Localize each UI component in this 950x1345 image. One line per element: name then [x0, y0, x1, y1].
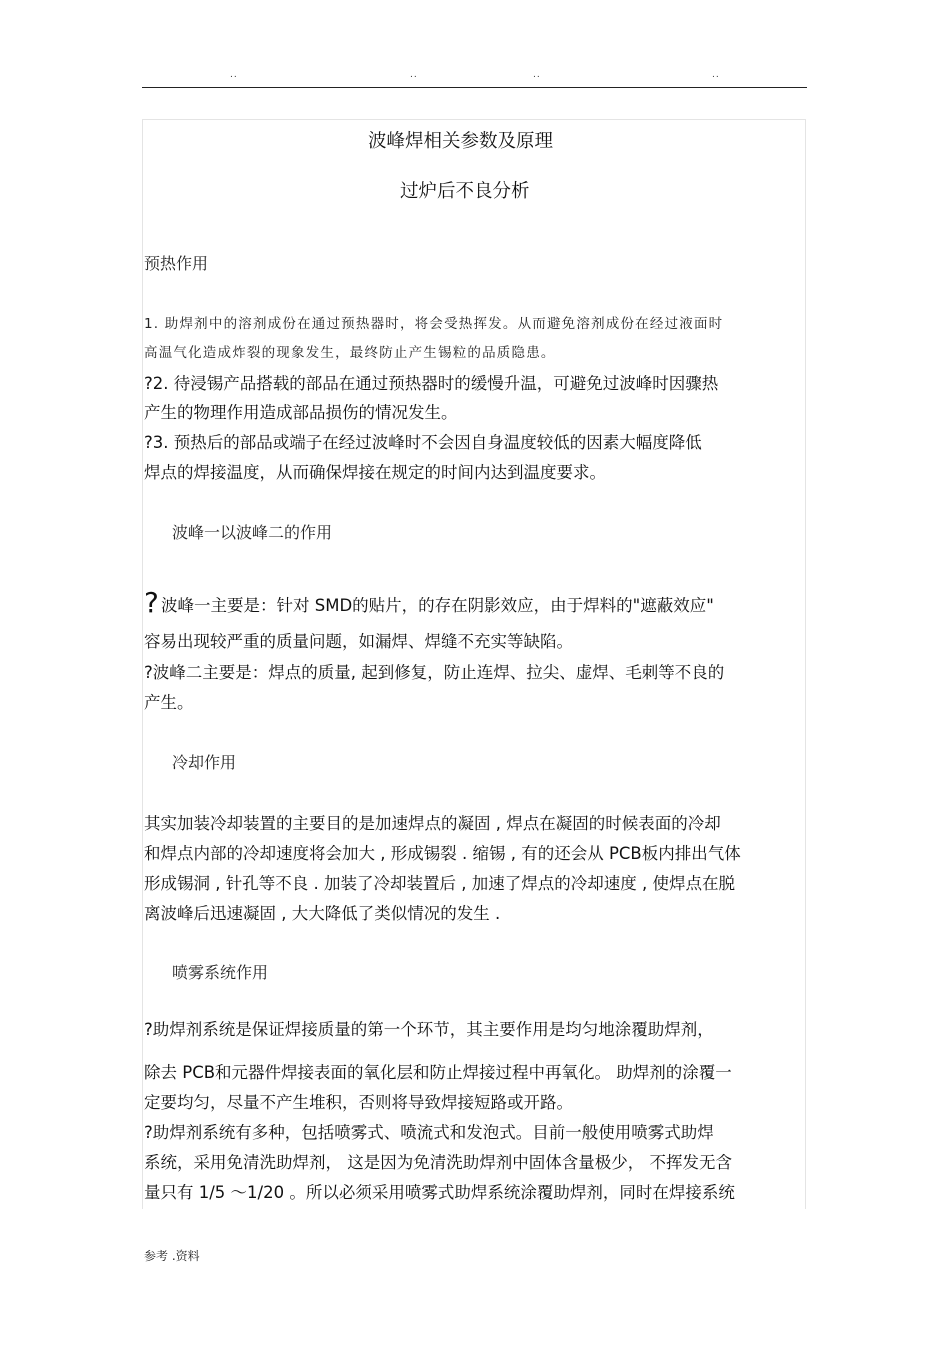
cooling-line1: 其实加装冷却装置的主要目的是加速焊点的凝固 , 焊点在凝固的时候表面的冷却	[144, 814, 721, 833]
cooling-line3: 形成锡洞 , 针孔等不良 . 加装了冷却装置后 , 加速了焊点的冷却速度 , 使焊点在脱	[144, 874, 735, 893]
cooling-line4: 离波峰后迅速凝固 , 大大降低了类似情况的发生 .	[144, 904, 501, 923]
spray-line5: 系统，采用免清洗助焊剂， 这是因为免清洗助焊剂中固体含量极少， 不挥发无含	[144, 1153, 732, 1172]
preheat-item2-line2: 产生的物理作用造成部品损伤的情况发生。	[144, 403, 458, 422]
spray-line1: ?助焊剂系统是保证焊接质量的第一个环节，其主要作用是均匀地涂覆助焊剂，	[144, 1020, 714, 1039]
footer-label: 参考 .资料	[144, 1249, 200, 1263]
section-heading-preheat: 预热作用	[144, 254, 209, 273]
section-heading-spray: 喷雾系统作用	[172, 963, 269, 982]
header-mark: ..	[410, 70, 418, 80]
preheat-item1-line1: 1. 助焊剂中的溶剂成份在通过预热器时，将会受热挥发。从而避免溶剂成份在经过液面时	[144, 316, 724, 332]
wave-item1-line2: 容易出现较严重的质量问题，如漏焊、焊缝不充实等缺陷。	[144, 632, 573, 651]
header-mark: ..	[712, 70, 720, 80]
cooling-line2: 和焊点内部的冷却速度将会加大 , 形成锡裂 . 缩锡 , 有的还会从 PCB板内排出气体	[144, 844, 741, 863]
header-rule	[142, 87, 807, 88]
preheat-item2-line1: ?2. 待浸锡产品搭载的部品在通过预热器时的缓慢升温，可避免过波峰时因骤热	[144, 374, 719, 393]
spray-line3: 定要均匀，尽量不产生堆积，否则将导致焊接短路或开路。	[144, 1093, 573, 1112]
header-mark: ..	[230, 70, 238, 80]
wave-item2-line1: ?波峰二主要是：焊点的质量, 起到修复，防止连焊、拉尖、虚焊、毛刺等不良的	[144, 663, 725, 682]
wave-item1-line1: 波峰一主要是：针对 SMD的贴片，的存在阴影效应，由于焊料的"遮蔽效应"	[161, 596, 714, 615]
spray-line6: 量只有 1/5 ～1/20 。所以必须采用喷雾式助焊系统涂覆助焊剂，同时在焊接系统	[144, 1183, 735, 1202]
wave-item2-line2: 产生。	[144, 693, 194, 712]
question-mark-glyph: ?	[144, 586, 159, 619]
document-title: 波峰焊相关参数及原理	[368, 131, 554, 152]
section-heading-wave: 波峰一以波峰二的作用	[172, 523, 333, 542]
spray-line2: 除去 PCB和元器件焊接表面的氧化层和防止焊接过程中再氧化。 助焊剂的涂覆一	[144, 1063, 732, 1082]
document-subtitle: 过炉后不良分析	[400, 181, 530, 202]
section-heading-cooling: 冷却作用	[172, 753, 237, 772]
preheat-item3-line2: 焊点的焊接温度，从而确保焊接在规定的时间内达到温度要求。	[144, 463, 606, 482]
preheat-item3-line1: ?3. 预热后的部品或端子在经过波峰时不会因自身温度较低的因素大幅度降低	[144, 433, 702, 452]
header-mark: ..	[533, 70, 541, 80]
spray-line4: ?助焊剂系统有多种，包括喷雾式、喷流式和发泡式。目前一般使用喷雾式助焊	[144, 1123, 714, 1142]
preheat-item1-line2: 高温气化造成炸裂的现象发生，最终防止产生锡粒的品质隐患。	[144, 345, 556, 361]
header-dots	[142, 70, 806, 84]
